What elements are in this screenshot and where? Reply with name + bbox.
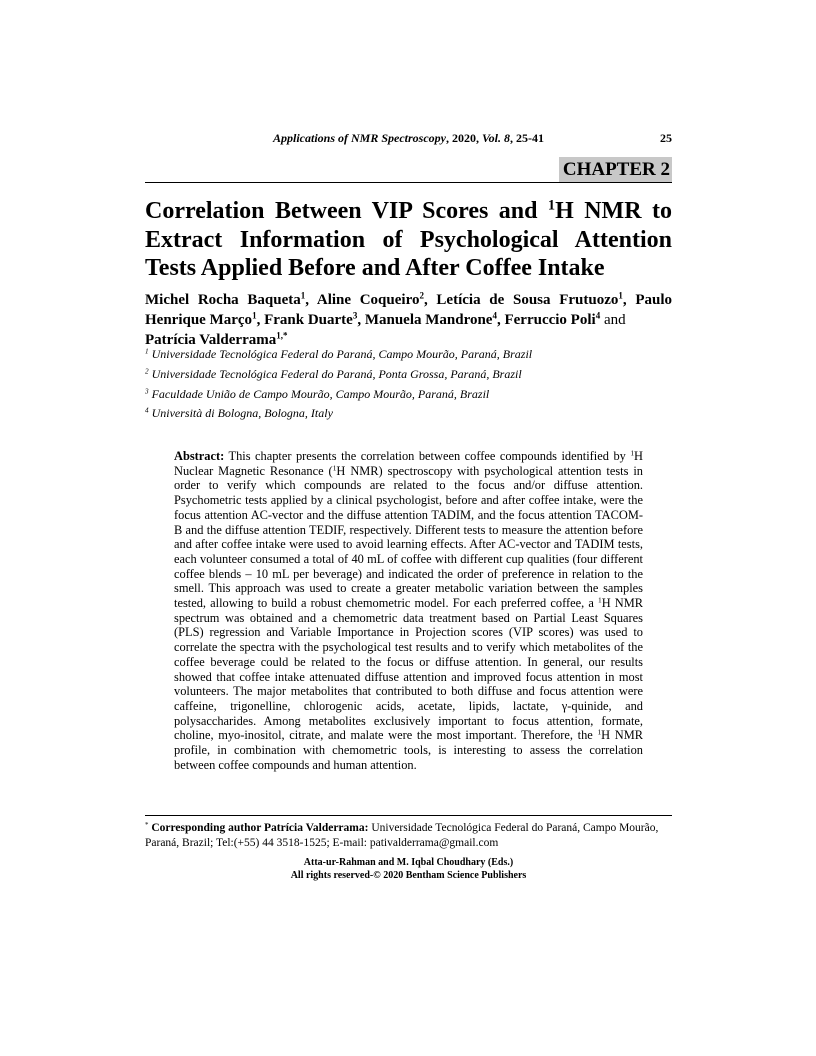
- abstract-text: H Nuclear Magnetic Resonance (: [174, 449, 643, 478]
- chapter-label: CHAPTER 2: [559, 157, 672, 182]
- affiliation: [145, 387, 672, 401]
- affiliation-number: 4: [145, 406, 149, 415]
- author-affiliation-sup: 3: [352, 310, 358, 321]
- author-separator: ,: [305, 292, 317, 308]
- affiliation-text: Universidade Tecnológica Federal do Paraná, Campo Mourão, Paraná, Brazil: [151, 347, 533, 361]
- footnote-text: Universidade Tecnológica Federal do Paraná, Campo Mourão, Paraná, Brazil; Tel:(+55) 44 3518-1525; E-mail: pativalderrama@gmail.com: [145, 822, 659, 849]
- author-affiliation-sup: 1: [252, 310, 257, 321]
- title-superscript: 1: [547, 197, 556, 214]
- author-separator: ,: [357, 312, 365, 328]
- author-name: Ferruccio Poli: [504, 312, 596, 328]
- abstract-sup: 1: [597, 595, 602, 605]
- author-separator: ,: [496, 312, 505, 328]
- abstract-text: This chapter presents the correlation between coffee compounds identified by: [224, 449, 631, 463]
- footnote-marker: *: [145, 821, 149, 829]
- abstract-sup: 1: [630, 448, 635, 458]
- title-part-1: Correlation Between VIP Scores and: [145, 198, 548, 224]
- affiliation-text: Faculdade União de Campo Mourão, Campo Mourão, Paraná, Brazil: [151, 387, 490, 401]
- affiliation: [145, 347, 672, 361]
- author-affiliation-sup: 1,*: [276, 330, 288, 341]
- chapter-title: [145, 197, 672, 283]
- author-separator: ,: [256, 312, 265, 328]
- abstract-sup: 1: [597, 727, 602, 737]
- abstract-sup: 1: [332, 463, 337, 473]
- affiliation: [145, 406, 672, 420]
- affiliation: [145, 367, 672, 381]
- author-separator: ,: [423, 292, 437, 308]
- author-name: Manuela Mandrone: [364, 312, 493, 328]
- corresponding-author-footnote: [145, 821, 672, 851]
- authors-and: and: [603, 312, 626, 328]
- author-name: Paulo Henrique Março: [145, 292, 672, 328]
- author-affiliation-sup: 1: [300, 290, 306, 301]
- author-name: Patrícia Valderrama: [145, 332, 277, 348]
- author-list: [145, 290, 672, 350]
- affiliation-number: 2: [145, 367, 149, 376]
- author-affiliation-sup: 4: [492, 310, 497, 321]
- author-affiliation-sup: 2: [419, 290, 424, 301]
- title-part-2: H NMR to Extract Information of Psychological Attention Tests Applied Before and After Coffee Intake: [145, 198, 672, 281]
- author-name: Frank Duarte: [264, 312, 353, 328]
- affiliation-text: Università di Bologna, Bologna, Italy: [151, 406, 333, 420]
- page-number: 25: [660, 131, 672, 145]
- journal-pages: , 25-41: [510, 131, 544, 145]
- affiliation-number: 3: [145, 387, 149, 396]
- abstract-text: H NMR) spectroscopy with psychological attention tests in order to verify which compounds are related to the focus and/or diffuse attention. Psychometric tests applied by a clinical psychologist, before and after coffee intake, were the focus attention AC-vector and the diffuse attention TADIM, and the focus attention TACOM-B and the diffuse attention TEDIF, respectively. Different tests to measure the attention before and after coffee intake were used to avoid learning effects. After AC-vector and TADIM tests, each volunteer consumed a total of 40 mL of coffee with different cup qualities (four different coffee blends – 10 mL per beverage) and indicated the order of preference in relation to the smell. This approach was used to create a greater metabolic variation between the samples tested, allowing to build a robust chemometric model. For each preferred coffee, a: [174, 463, 644, 611]
- rights-line: All rights reserved-© 2020 Bentham Science Publishers: [290, 870, 527, 881]
- affiliation-number: 1: [145, 347, 149, 356]
- footnote-rule: [145, 815, 672, 816]
- editors-line: Atta-ur-Rahman and M. Iqbal Choudhary (Eds.): [303, 857, 514, 868]
- journal-citation: [145, 131, 672, 146]
- author-name: Michel Rocha Baqueta: [145, 292, 301, 308]
- abstract: [174, 449, 643, 772]
- journal-volume: Vol. 8: [481, 131, 510, 145]
- journal-year: , 2020,: [445, 131, 482, 145]
- abstract-text: H NMR spectrum was obtained and a chemometric data treatment based on Partial Least Squares (PLS) regression and Variable Importance in Projection scores (VIP scores) was used to correlate the spectra with the psychological test results and to verify which metabolites of the coffee beverage could be related to the focus or diffuse attention. In general, our results showed that coffee intake attenuated diffuse attention and improved focus attention in most volunteers. The major metabolites that contributed to both diffuse and focus attention were caffeine, trigonelline, chlorogenic acids, acetate, lipids, lactate, γ-quinide, and polysaccharides. Among metabolites exclusively important to focus attention, formate, choline, myo-inositol, citrate, and malate were the most important. Therefore, the: [174, 596, 643, 743]
- abstract-text: H NMR profile, in combination with chemometric tools, is interesting to assess the correlation between coffee compounds and human attention.: [174, 728, 643, 772]
- affiliation-text: Universidade Tecnológica Federal do Paraná, Ponta Grossa, Paraná, Brazil: [151, 367, 522, 381]
- abstract-label: Abstract:: [174, 449, 225, 463]
- author-separator: ,: [622, 292, 636, 308]
- author-name: Aline Coqueiro: [316, 292, 420, 308]
- author-affiliation-sup: 1: [618, 290, 623, 301]
- journal-title: Applications of NMR Spectroscopy: [272, 131, 446, 145]
- author-name: Letícia de Sousa Frutuozo: [436, 292, 619, 308]
- author-affiliation-sup: 4: [595, 310, 601, 321]
- footnote-label: Corresponding author Patrícia Valderrama:: [148, 822, 369, 834]
- publisher-credits: [145, 856, 672, 882]
- header-rule: [145, 182, 672, 183]
